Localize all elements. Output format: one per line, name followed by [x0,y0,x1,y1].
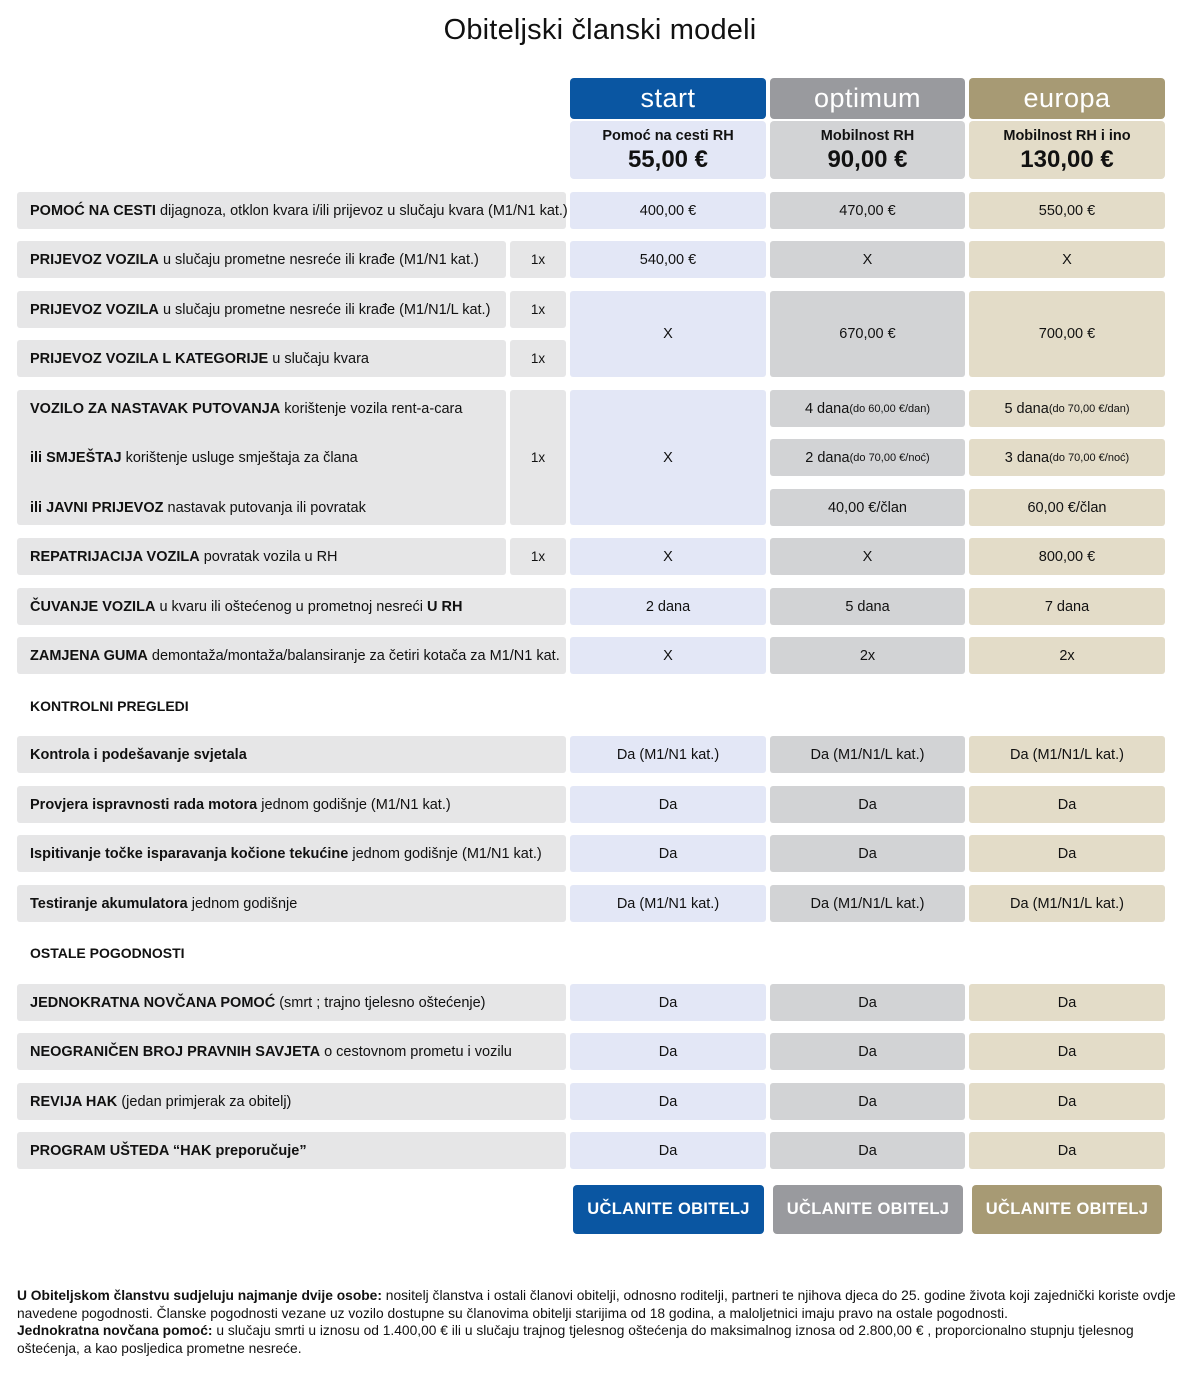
value-optimum: 670,00 € [770,291,965,377]
value-europa: 700,00 € [969,291,1165,377]
value-optimum: 470,00 € [770,192,965,229]
value-europa: Da [969,984,1165,1021]
count-badge: 1x [510,538,566,575]
value-start: Da [570,835,766,872]
join-button-optimum[interactable]: UČLANITE OBITELJ [773,1185,963,1234]
value-europa: Da [969,1033,1165,1070]
value-start: Da [570,786,766,823]
plan-price-start [570,121,766,179]
value-optimum: X [770,538,965,575]
value-optimum: 4 dana (do 60,00 €/dan) [770,390,965,427]
plan-price: 130,00 € [1020,146,1114,173]
value-start: X [570,538,766,575]
value-europa: 60,00 €/član [969,489,1165,526]
section-title-kontrolni: KONTROLNI PREGLEDI [30,698,189,714]
value-start: Da (M1/N1 kat.) [570,885,766,922]
footer-paragraph-2: Jednokratna novčana pomoć: u slučaju smrti u iznosu od 1.400,00 € ili u slučaju trajnog tjelesnog oštećenja do maksimalnog iznosa od 2.800,00 € , proporcionalno stupnju tjelesnog oštećenja, a kao posljedica prometne nesreće. [17,1323,1134,1356]
value-europa: 550,00 € [969,192,1165,229]
value-europa: Da [969,1132,1165,1169]
value-start: 400,00 € [570,192,766,229]
row-label-revija: REVIJA HAK (jedan primjerak za obitelj) [17,1083,566,1120]
row-label-akumulator: Testiranje akumulatora jednom godišnje [17,885,566,922]
plan-price-optimum [770,121,965,179]
value-start: Da [570,984,766,1021]
row-label-prijevoz-l: PRIJEVOZ VOZILA u slučaju prometne nesreće ili krađe (M1/N1/L kat.) [17,291,506,328]
count-badge: 1x [510,291,566,328]
value-start: Da [570,1132,766,1169]
value-europa: 800,00 € [969,538,1165,575]
row-label-cuvanje: ČUVANJE VOZILA u kvaru ili oštećenog u prometnoj nesreći U RH [17,588,566,625]
count-badge: 1x [510,241,566,278]
row-label-motor: Provjera ispravnosti rada motora jednom godišnje (M1/N1 kat.) [17,786,566,823]
count-badge: 1x [510,390,566,525]
value-optimum: Da [770,835,965,872]
value-start: 540,00 € [570,241,766,278]
row-label-javni: ili JAVNI PRIJEVOZ nastavak putovanja ili povratak [30,499,366,516]
value-optimum: Da [770,1033,965,1070]
row-label-smjestaj: ili SMJEŠTAJ korištenje usluge smještaja za člana [30,449,358,466]
value-europa: Da (M1/N1/L kat.) [969,885,1165,922]
row-label-repatrijacija: REPATRIJACIJA VOZILA povratak vozila u RH [17,538,506,575]
row-label-kocnica: Ispitivanje točke isparavanja kočione tekućine jednom godišnje (M1/N1 kat.) [17,835,566,872]
section-title-ostale: OSTALE POGODNOSTI [30,945,185,961]
value-optimum: 40,00 €/član [770,489,965,526]
value-europa: Da [969,1083,1165,1120]
row-label-kontrola: Kontrola i podešavanje svjetala [17,736,566,773]
value-start: Da [570,1083,766,1120]
value-optimum: Da [770,1083,965,1120]
footer-notes [17,1287,1185,1357]
value-europa: Da [969,835,1165,872]
plan-header-europa: europa [969,78,1165,119]
value-start: Da [570,1033,766,1070]
value-europa: 5 dana (do 70,00 €/dan) [969,390,1165,427]
page-title: Obiteljski članski modeli [443,14,757,46]
value-start: Da (M1/N1 kat.) [570,736,766,773]
value-start: X [570,390,766,525]
value-europa: 7 dana [969,588,1165,625]
value-start: X [570,291,766,377]
value-optimum: Da (M1/N1/L kat.) [770,736,965,773]
plan-price: 90,00 € [827,146,908,173]
plan-subtitle: Mobilnost RH i ino [1003,128,1131,144]
plan-price-europa [969,121,1165,179]
value-europa: Da [969,786,1165,823]
value-optimum: 5 dana [770,588,965,625]
value-optimum: Da [770,984,965,1021]
value-europa: 3 dana (do 70,00 €/noć) [969,439,1165,476]
value-optimum: Da [770,786,965,823]
value-start: 2 dana [570,588,766,625]
row-label-vozilo: VOZILO ZA NASTAVAK PUTOVANJA korištenje vozila rent-a-cara [30,400,463,417]
row-label-pomoc: POMOĆ NA CESTI dijagnoza, otklon kvara i/ili prijevoz u slučaju kvara (M1/N1 kat.) [17,192,566,229]
row-label-prijevoz-l-kategorije: PRIJEVOZ VOZILA L KATEGORIJE u slučaju kvara [17,340,506,377]
plan-subtitle: Pomoć na cesti RH [602,128,734,144]
plan-header-optimum: optimum [770,78,965,119]
count-badge: 1x [510,340,566,377]
value-optimum: 2x [770,637,965,674]
value-europa: 2x [969,637,1165,674]
value-optimum: 2 dana (do 70,00 €/noć) [770,439,965,476]
value-optimum: X [770,241,965,278]
join-button-start[interactable]: UČLANITE OBITELJ [573,1185,764,1234]
row-label-prijevoz: PRIJEVOZ VOZILA u slučaju prometne nesreće ili krađe (M1/N1 kat.) [17,241,506,278]
row-label-novcana: JEDNOKRATNA NOVČANA POMOĆ (smrt ; trajno tjelesno oštećenje) [17,984,566,1021]
row-label-guma: ZAMJENA GUMA demontaža/montaža/balansiranje za četiri kotača za M1/N1 kat. [17,637,566,674]
plan-subtitle: Mobilnost RH [820,128,915,144]
value-europa: Da (M1/N1/L kat.) [969,736,1165,773]
plan-price: 55,00 € [627,146,709,173]
row-label-program: PROGRAM UŠTEDA “HAK preporučuje” [17,1132,566,1169]
plan-header-start: start [570,78,766,119]
value-start: X [570,637,766,674]
join-button-europa[interactable]: UČLANITE OBITELJ [972,1185,1162,1234]
value-optimum: Da (M1/N1/L kat.) [770,885,965,922]
row-label-savjeti: NEOGRANIČEN BROJ PRAVNIH SAVJETA o cestovnom prometu i vozilu [17,1033,566,1070]
value-optimum: Da [770,1132,965,1169]
value-europa: X [969,241,1165,278]
footer-paragraph-1: U Obiteljskom članstvu sudjeluju najmanje dvije osobe: nositelj članstva i ostali članovi obitelji, odnosno roditelji, partneri te njihova djeca do 25. godine života koji zajednički koriste ovdje navedene pogodnosti. Članske pogodnosti vezane uz vozilo dostupne su članovima obitelji starijima od 18 godina, a maloljetnici imaju pravo na ostale pogodnosti. [17,1288,1176,1321]
